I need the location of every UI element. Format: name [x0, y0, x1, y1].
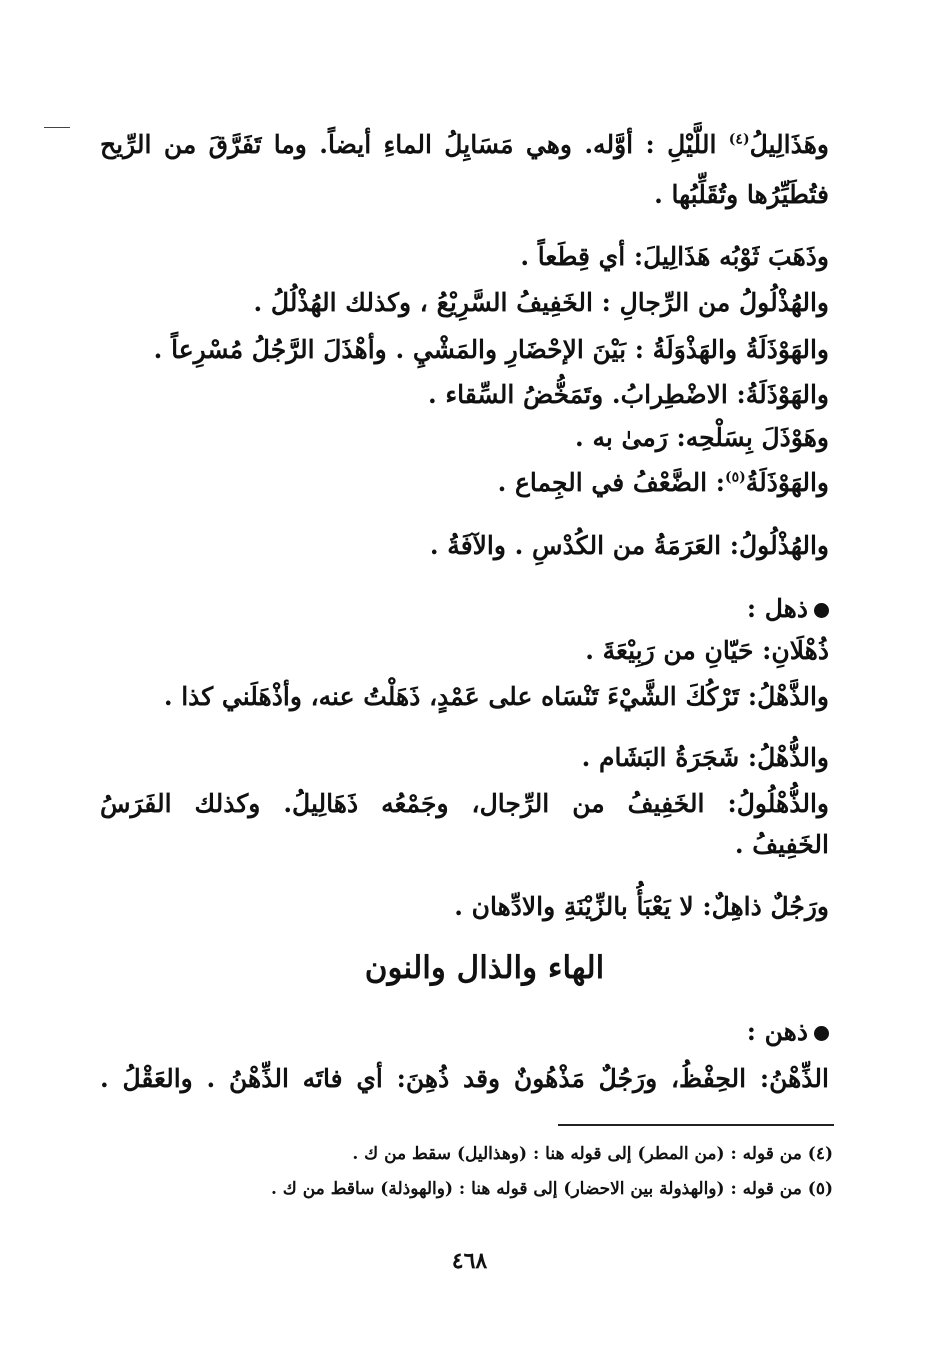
footnote-4: (٤) من قوله : (من المطر) إلى قوله هنا : (وهذاليل) سقط من ك . — [352, 1144, 833, 1164]
entry-line-12: والذُّهْلُ: شَجَرَةُ البَشَام . — [581, 743, 829, 772]
footnote-5: (٥) من قوله : (والهذولة بين الاحضار) إلى قوله هنا : (والهوذلة) ساقط من ك . — [270, 1179, 833, 1199]
entry-line-1 — [100, 128, 829, 162]
entry-line-9: والهُذْلُولُ: العَرَمَةُ من الكُدْسِ . والآفَةُ . — [429, 531, 829, 560]
entry-line-2: فتُطَيِّرُها وتُقَلِّبُها . — [654, 180, 829, 209]
entry-line-14: الخَفِيفُ . — [734, 830, 829, 859]
margin-mark — [44, 127, 70, 128]
entry-text: اللَّيْلِ : أوَّله. وهي مَسَايِلُ الماءِ أيضاً. وما تَفَرَّقَ من الرِّيح — [100, 130, 717, 159]
entry-text: : الضَّعْفُ في الجِماع . — [497, 468, 725, 497]
root-label: ذهن : — [746, 1017, 808, 1046]
entry-line-8 — [498, 466, 829, 500]
footnote-divider — [558, 1124, 834, 1126]
entry-line-13: والذُّهْلُولُ: الخَفِيفُ من الرِّجال، وجَمْعُه ذَهَالِيلُ. وكذلك الفَرَسُ — [100, 789, 829, 818]
entry-line-11: والذَّهْلُ: تَرْكُكَ الشَّيْءَ تَنْسَاه على عَمْدٍ، ذَهَلْتُ عنه، وأذْهَلَني كذا . — [163, 682, 829, 711]
footnote-ref-4: (٤) — [728, 131, 750, 148]
page-number: ٤٦٨ — [451, 1248, 488, 1274]
entry-line-10: ذُهْلَانِ: حَيّانِ من رَبِيْعَةَ . — [585, 636, 829, 665]
entry-line-4: والهُذْلُولُ من الرِّجالِ : الخَفِيفُ السَّرِيْعُ ، وكذلك الهُذْلُلُ . — [253, 288, 829, 317]
root-heading-dhal — [747, 592, 829, 626]
entry-line-16: الذِّهْنُ: الحِفْظُ، ورَجُلٌ مَذْهُونٌ وقد ذُهِنَ: أي فاتَه الذِّهْنُ . والعَقْلُ . — [100, 1064, 829, 1093]
headword: والهَوْذَلَةُ — [745, 468, 829, 497]
entry-line-5: والهَوْذَلَةُ والهَذْوَلَةُ : بَيْنَ الإحْضَارِ والمَشْيِ . وأهْذَلَ الرَّجُلُ مُسْرِعاً . — [153, 335, 829, 364]
root-heading-dhn — [747, 1015, 829, 1049]
entry-line-7: وهَوْذَلَ بِسَلْحِه: رَمىٰ به . — [575, 423, 829, 452]
entry-line-6: والهَوْذَلَةُ: الاضْطِرابُ. وتَمَخُّضُ السِّقاء . — [427, 380, 829, 409]
entry-line-3: وذَهَبَ ثَوْبُه هَذَالِيلَ: أي قِطَعاً . — [520, 242, 829, 271]
headword: وهَذَالِيلُ — [749, 130, 829, 159]
bullet-icon — [814, 603, 829, 618]
footnote-ref-5: (٥) — [724, 469, 746, 486]
entry-line-15: ورَجُلٌ ذاهِلٌ: لا يَعْبَأُ بالزِّيْنَةِ والادِّهان . — [454, 892, 829, 921]
bullet-icon — [814, 1026, 829, 1041]
section-heading: الهاء والذال والنون — [364, 950, 605, 986]
root-label: ذهل : — [746, 594, 808, 623]
